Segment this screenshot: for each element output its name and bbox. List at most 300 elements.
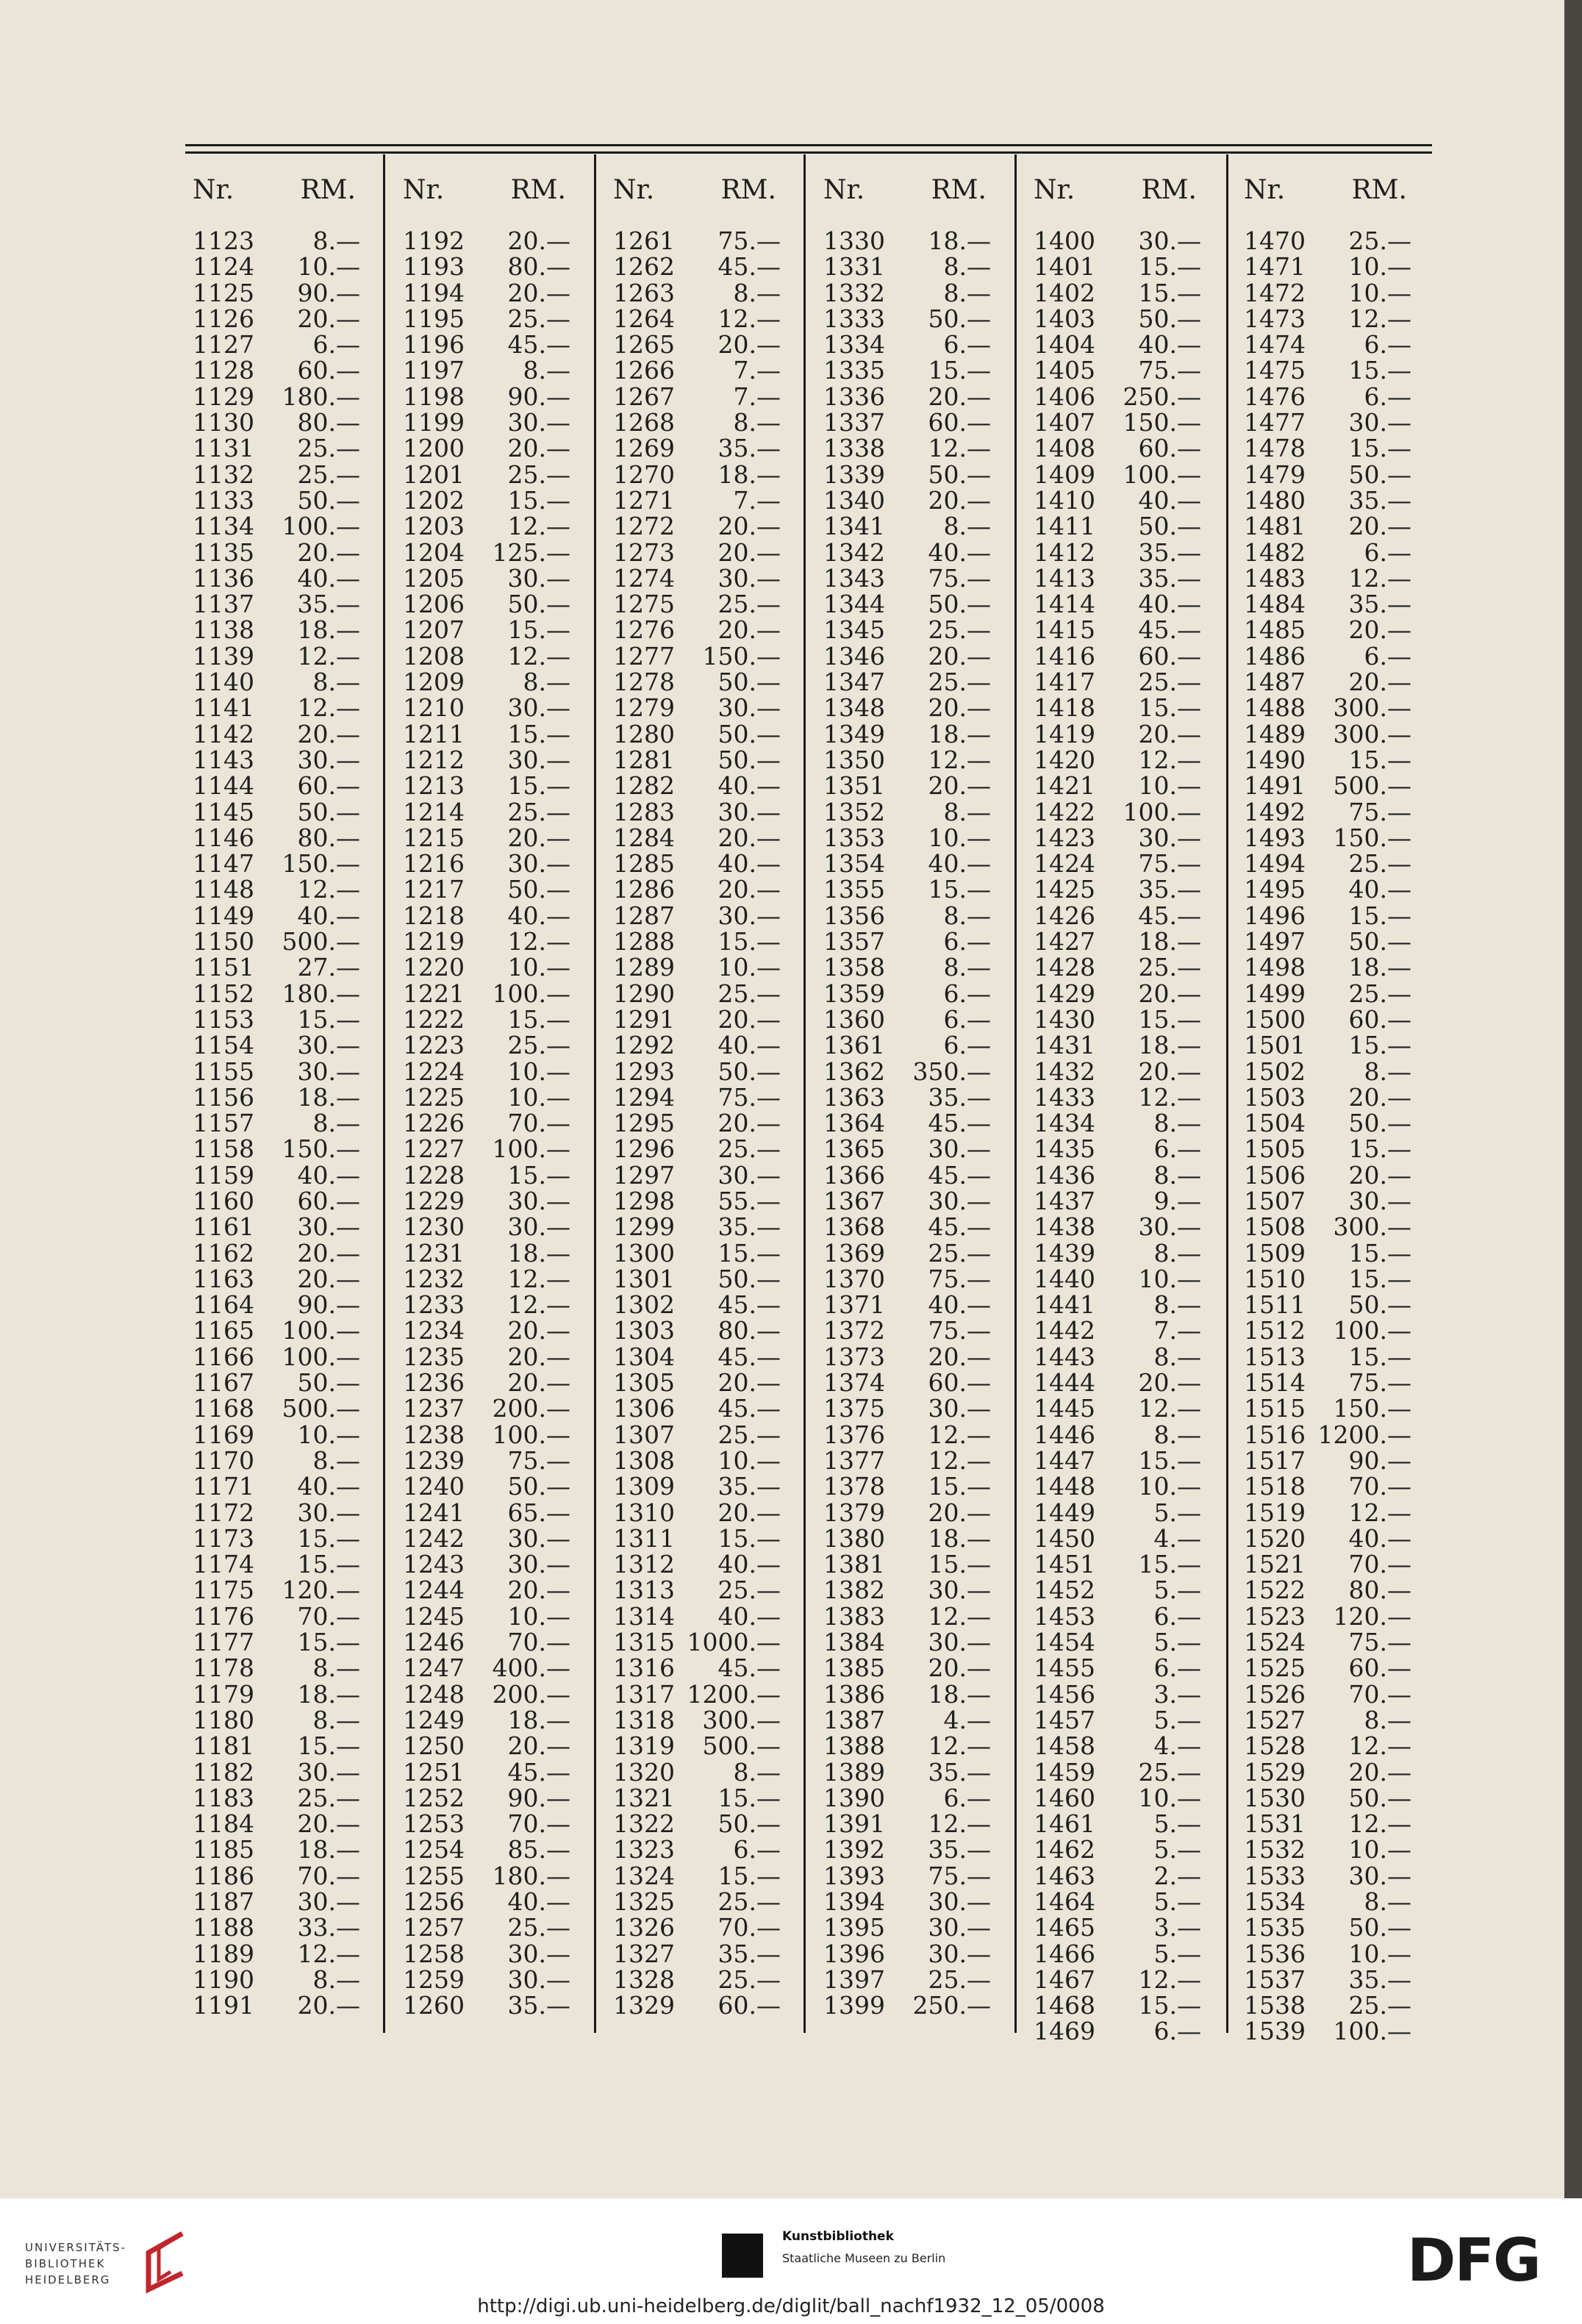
table-row bbox=[1236, 252, 1441, 282]
lot-number: 1404 bbox=[1034, 330, 1095, 360]
table-row bbox=[816, 1214, 1020, 1240]
lot-number: 1134 bbox=[193, 512, 254, 541]
lot-number: 1381 bbox=[823, 1550, 885, 1579]
price-rm: 35.— bbox=[297, 590, 360, 619]
lot-number: 1314 bbox=[613, 1601, 675, 1631]
price-rm: 50.— bbox=[717, 668, 781, 697]
lot-number: 1209 bbox=[403, 668, 465, 697]
column-header bbox=[816, 169, 1020, 213]
price-rm: 90.— bbox=[297, 1290, 360, 1320]
table-row bbox=[606, 357, 810, 383]
lot-number: 1196 bbox=[403, 330, 465, 360]
lot-number: 1405 bbox=[1034, 356, 1095, 385]
lot-number: 1175 bbox=[193, 1576, 254, 1605]
price-rm: 20.— bbox=[717, 875, 781, 904]
lot-number: 1356 bbox=[823, 901, 885, 930]
lot-number: 1440 bbox=[1034, 1264, 1095, 1293]
price-rm: 75.— bbox=[1138, 849, 1201, 879]
price-rm: 15.— bbox=[507, 615, 570, 645]
lot-number: 1202 bbox=[403, 485, 465, 515]
lot-number: 1386 bbox=[823, 1679, 885, 1709]
price-rm: 20.— bbox=[928, 382, 991, 411]
lot-number: 1522 bbox=[1244, 1576, 1306, 1605]
lot-number: 1217 bbox=[403, 875, 465, 904]
price-rm: 30.— bbox=[297, 745, 360, 774]
price-rm: 100.— bbox=[492, 979, 570, 1008]
lot-number: 1338 bbox=[823, 434, 885, 463]
table-row bbox=[606, 591, 810, 617]
table-row bbox=[1026, 252, 1231, 282]
header-rm: RM. bbox=[931, 175, 987, 205]
price-rm: 25.— bbox=[1348, 1991, 1411, 2020]
lot-number: 1349 bbox=[823, 719, 885, 748]
lot-number: 1373 bbox=[823, 1342, 885, 1371]
lot-number: 1154 bbox=[193, 1031, 254, 1060]
table-row bbox=[1236, 617, 1441, 643]
price-rm: 10.— bbox=[1348, 1939, 1411, 1968]
price-rm: 12.— bbox=[1138, 1082, 1201, 1112]
lot-number: 1368 bbox=[823, 1212, 885, 1242]
table-row bbox=[396, 1759, 600, 1785]
table-row bbox=[185, 1188, 390, 1214]
table-row bbox=[1236, 1188, 1441, 1214]
lot-number: 1390 bbox=[823, 1783, 885, 1812]
price-rm: 50.— bbox=[717, 719, 781, 748]
lot-number: 1507 bbox=[1244, 1186, 1306, 1215]
table-row bbox=[185, 1655, 390, 1681]
price-rm: 15.— bbox=[1348, 1264, 1411, 1293]
lot-number: 1483 bbox=[1244, 563, 1306, 593]
price-rm: 10.— bbox=[717, 953, 781, 982]
table-row bbox=[1026, 1551, 1231, 1577]
price-rm: 1200.— bbox=[1317, 1420, 1411, 1449]
lot-number: 1313 bbox=[613, 1576, 675, 1605]
price-rm: 8.— bbox=[1153, 1109, 1201, 1138]
lot-number: 1462 bbox=[1034, 1835, 1095, 1864]
lot-number: 1251 bbox=[403, 1757, 465, 1787]
lot-number: 1410 bbox=[1034, 485, 1095, 515]
price-rm: 50.— bbox=[717, 1809, 781, 1839]
price-rm: 25.— bbox=[928, 1238, 991, 1268]
lot-number: 1442 bbox=[1034, 1316, 1095, 1345]
price-rm: 5.— bbox=[1153, 1887, 1201, 1916]
table-row bbox=[816, 771, 1020, 801]
price-rm: 5.— bbox=[1153, 1809, 1201, 1839]
table-row bbox=[396, 565, 600, 591]
lot-number: 1432 bbox=[1034, 1056, 1095, 1086]
price-rm: 15.— bbox=[717, 1238, 781, 1268]
lot-number: 1172 bbox=[193, 1498, 254, 1527]
lot-number: 1273 bbox=[613, 537, 675, 567]
lot-number: 1187 bbox=[193, 1887, 254, 1916]
price-rm: 25.— bbox=[297, 460, 360, 489]
lot-number: 1531 bbox=[1244, 1809, 1306, 1839]
table-row bbox=[606, 410, 810, 435]
table-row bbox=[185, 330, 390, 360]
price-rm: 25.— bbox=[717, 1576, 781, 1605]
table-row bbox=[606, 1317, 810, 1343]
lot-number: 1186 bbox=[193, 1861, 254, 1890]
table-row bbox=[816, 1162, 1020, 1188]
lot-number: 1402 bbox=[1034, 278, 1095, 307]
price-rm: 15.— bbox=[717, 927, 781, 957]
price-rm: 20.— bbox=[297, 1991, 360, 2020]
lot-number: 1264 bbox=[613, 304, 675, 333]
table-row bbox=[396, 591, 600, 617]
price-rm: 250.— bbox=[912, 1991, 991, 2020]
table-row bbox=[1026, 1523, 1231, 1553]
lot-number: 1204 bbox=[403, 537, 465, 567]
kunstbibliothek-logo-icon[interactable] bbox=[722, 2234, 763, 2278]
price-rm: 35.— bbox=[928, 1082, 991, 1112]
lot-number: 1384 bbox=[823, 1628, 885, 1657]
lot-number: 1292 bbox=[613, 1031, 675, 1060]
price-rm: 25.— bbox=[1348, 979, 1411, 1008]
table-row bbox=[1236, 954, 1441, 980]
page-url[interactable]: http://digi.ub.uni-heidelberg.de/diglit/ball_nachf1932_12_05/0008 bbox=[477, 2295, 1105, 2317]
table-row bbox=[1236, 799, 1441, 825]
price-rm: 30.— bbox=[507, 849, 570, 879]
lot-number: 1376 bbox=[823, 1420, 885, 1449]
table-row bbox=[1236, 280, 1441, 306]
price-column-5 bbox=[1026, 169, 1231, 2046]
lot-number: 1171 bbox=[193, 1472, 254, 1501]
price-rm: 12.— bbox=[928, 1420, 991, 1449]
price-rm: 6.— bbox=[733, 1835, 781, 1864]
lot-number: 1391 bbox=[823, 1809, 885, 1839]
price-rm: 2.— bbox=[1153, 1861, 1201, 1890]
table-row bbox=[816, 721, 1020, 747]
table-row bbox=[1026, 1473, 1231, 1499]
lot-number: 1434 bbox=[1034, 1109, 1095, 1138]
price-rm: 20.— bbox=[507, 1342, 570, 1371]
price-rm: 10.— bbox=[297, 252, 360, 282]
table-row bbox=[606, 1266, 810, 1292]
table-row bbox=[1236, 1290, 1441, 1320]
lot-number: 1158 bbox=[193, 1134, 254, 1164]
lot-number: 1147 bbox=[193, 849, 254, 879]
table-row bbox=[1026, 357, 1231, 383]
table-row bbox=[816, 1681, 1020, 1707]
table-row bbox=[816, 903, 1020, 929]
price-rm: 40.— bbox=[1348, 875, 1411, 904]
lot-number: 1205 bbox=[403, 563, 465, 593]
lot-number: 1371 bbox=[823, 1290, 885, 1320]
table-row bbox=[185, 306, 390, 332]
price-rm: 33.— bbox=[297, 1913, 360, 1942]
lot-number: 1249 bbox=[403, 1705, 465, 1734]
lot-number: 1281 bbox=[613, 745, 675, 774]
price-rm: 30.— bbox=[507, 1186, 570, 1215]
price-column-6 bbox=[1236, 169, 1441, 2046]
table-row bbox=[1026, 1992, 1231, 2018]
price-rm: 40.— bbox=[717, 849, 781, 879]
lot-number: 1339 bbox=[823, 460, 885, 489]
lot-number: 1182 bbox=[193, 1757, 254, 1787]
lot-number: 1232 bbox=[403, 1264, 465, 1293]
lot-number: 1153 bbox=[193, 1004, 254, 1034]
price-rm: 20.— bbox=[928, 771, 991, 801]
lot-number: 1428 bbox=[1034, 953, 1095, 982]
table-row bbox=[185, 1603, 390, 1629]
table-row bbox=[185, 384, 390, 410]
lot-number: 1335 bbox=[823, 356, 885, 385]
price-rm: 85.— bbox=[507, 1835, 570, 1864]
table-row bbox=[1026, 2018, 1231, 2044]
price-rm: 7.— bbox=[733, 485, 781, 515]
lot-number: 1224 bbox=[403, 1056, 465, 1086]
table-row bbox=[816, 747, 1020, 773]
lot-number: 1181 bbox=[193, 1731, 254, 1761]
table-row bbox=[1026, 1759, 1231, 1785]
table-row bbox=[606, 617, 810, 643]
price-rm: 70.— bbox=[1348, 1550, 1411, 1579]
price-rm: 30.— bbox=[717, 797, 781, 826]
table-row bbox=[606, 1733, 810, 1759]
price-rm: 25.— bbox=[928, 615, 991, 645]
table-row bbox=[396, 1811, 600, 1837]
lot-number: 1156 bbox=[193, 1082, 254, 1112]
price-rm: 30.— bbox=[1138, 226, 1201, 255]
price-rm: 30.— bbox=[507, 1939, 570, 1968]
table-row bbox=[1026, 228, 1231, 254]
dfg-logo[interactable]: DFG bbox=[1407, 2226, 1540, 2295]
price-rm: 18.— bbox=[717, 460, 781, 489]
table-row bbox=[816, 435, 1020, 461]
table-row bbox=[816, 617, 1020, 643]
lot-number: 1321 bbox=[613, 1783, 675, 1812]
price-rm: 12.— bbox=[928, 1809, 991, 1839]
lot-number: 1296 bbox=[613, 1134, 675, 1164]
price-rm: 6.— bbox=[1153, 2017, 1201, 2046]
lot-number: 1377 bbox=[823, 1445, 885, 1475]
table-row bbox=[1236, 1110, 1441, 1136]
table-row bbox=[1236, 1811, 1441, 1837]
price-rm: 150.— bbox=[282, 849, 360, 879]
price-rm: 25.— bbox=[507, 797, 570, 826]
lot-number: 1467 bbox=[1034, 1964, 1095, 1994]
price-rm: 35.— bbox=[1348, 590, 1411, 619]
price-rm: 8.— bbox=[1153, 1420, 1201, 1449]
table-row bbox=[396, 435, 600, 461]
price-rm: 12.— bbox=[928, 1601, 991, 1631]
lot-number: 1408 bbox=[1034, 434, 1095, 463]
table-row bbox=[606, 306, 810, 332]
table-row bbox=[606, 1084, 810, 1110]
table-row bbox=[1026, 721, 1231, 747]
lot-number: 1326 bbox=[613, 1913, 675, 1942]
price-rm: 15.— bbox=[1138, 1991, 1201, 2020]
lot-number: 1461 bbox=[1034, 1809, 1095, 1839]
price-rm: 90.— bbox=[1348, 1445, 1411, 1475]
lot-number: 1213 bbox=[403, 771, 465, 801]
table-row bbox=[606, 1110, 810, 1136]
lot-number: 1207 bbox=[403, 615, 465, 645]
price-rm: 20.— bbox=[297, 1264, 360, 1293]
price-rm: 6.— bbox=[1364, 641, 1411, 671]
table-row bbox=[1026, 537, 1231, 567]
price-rm: 12.— bbox=[297, 875, 360, 904]
table-row bbox=[1236, 1344, 1441, 1370]
lot-number: 1151 bbox=[193, 953, 254, 982]
price-rm: 15.— bbox=[297, 1523, 360, 1553]
header-rm: RM. bbox=[720, 175, 776, 205]
lot-number: 1451 bbox=[1034, 1550, 1095, 1579]
lot-number: 1504 bbox=[1244, 1109, 1306, 1138]
lot-number: 1146 bbox=[193, 823, 254, 852]
lot-number: 1457 bbox=[1034, 1705, 1095, 1734]
table-row bbox=[1026, 1290, 1231, 1320]
price-rm: 30.— bbox=[928, 1939, 991, 1968]
lot-number: 1221 bbox=[403, 979, 465, 1008]
price-rm: 20.— bbox=[507, 1576, 570, 1605]
lot-number: 1170 bbox=[193, 1445, 254, 1475]
price-rm: 10.— bbox=[717, 1445, 781, 1475]
table-row bbox=[816, 252, 1020, 282]
lot-number: 1216 bbox=[403, 849, 465, 879]
lot-number: 1290 bbox=[613, 979, 675, 1008]
table-row bbox=[1236, 1317, 1441, 1343]
price-rm: 30.— bbox=[507, 745, 570, 774]
price-rm: 5.— bbox=[1153, 1498, 1201, 1527]
table-row bbox=[1236, 591, 1441, 617]
price-rm: 90.— bbox=[507, 1783, 570, 1812]
lot-number: 1287 bbox=[613, 901, 675, 930]
price-rm: 20.— bbox=[717, 537, 781, 567]
price-rm: 60.— bbox=[717, 1991, 781, 2020]
lot-number: 1490 bbox=[1244, 745, 1306, 774]
price-rm: 8.— bbox=[312, 1109, 360, 1138]
lot-number: 1332 bbox=[823, 278, 885, 307]
price-rm: 18.— bbox=[507, 1705, 570, 1734]
price-rm: 6.— bbox=[1153, 1601, 1201, 1631]
table-row bbox=[1236, 747, 1441, 773]
price-rm: 12.— bbox=[928, 745, 991, 774]
table-row bbox=[1026, 617, 1231, 643]
price-rm: 70.— bbox=[717, 1913, 781, 1942]
table-row bbox=[606, 1004, 810, 1034]
lot-number: 1250 bbox=[403, 1731, 465, 1761]
price-rm: 12.— bbox=[1138, 1394, 1201, 1423]
price-rm: 15.— bbox=[1138, 1445, 1201, 1475]
price-rm: 7.— bbox=[1153, 1316, 1201, 1345]
lot-number: 1265 bbox=[613, 330, 675, 360]
table-row bbox=[396, 1032, 600, 1058]
lot-number: 1334 bbox=[823, 330, 885, 360]
price-rm: 15.— bbox=[1348, 1342, 1411, 1371]
lot-number: 1280 bbox=[613, 719, 675, 748]
university-library-logo-text[interactable] bbox=[25, 2239, 126, 2288]
lot-number: 1200 bbox=[403, 434, 465, 463]
price-rm: 50.— bbox=[297, 1368, 360, 1398]
price-rm: 30.— bbox=[507, 693, 570, 723]
lot-number: 1190 bbox=[193, 1964, 254, 1994]
table-row bbox=[396, 330, 600, 360]
price-rm: 8.— bbox=[1364, 1887, 1411, 1916]
table-row bbox=[816, 876, 1020, 902]
price-rm: 150.— bbox=[1333, 1394, 1411, 1423]
price-rm: 20.— bbox=[507, 434, 570, 463]
column-header bbox=[396, 169, 600, 213]
table-row bbox=[185, 1084, 390, 1110]
price-rm: 50.— bbox=[928, 460, 991, 489]
lot-number: 1486 bbox=[1244, 641, 1306, 671]
price-rm: 15.— bbox=[1348, 745, 1411, 774]
lot-number: 1431 bbox=[1034, 1031, 1095, 1060]
lot-number: 1532 bbox=[1244, 1835, 1306, 1864]
price-rm: 9.— bbox=[1153, 1186, 1201, 1215]
lot-number: 1354 bbox=[823, 849, 885, 879]
header-nr: Nr. bbox=[823, 175, 865, 205]
price-rm: 6.— bbox=[943, 1783, 991, 1812]
table-row bbox=[1236, 1084, 1441, 1110]
price-rm: 60.— bbox=[1348, 1004, 1411, 1034]
table-row bbox=[1236, 1395, 1441, 1421]
lot-number: 1211 bbox=[403, 719, 465, 748]
price-rm: 40.— bbox=[717, 1550, 781, 1579]
lot-number: 1285 bbox=[613, 849, 675, 879]
table-row bbox=[1236, 1914, 1441, 1940]
price-rm: 25.— bbox=[1348, 226, 1411, 255]
table-row bbox=[185, 280, 390, 306]
price-rm: 20.— bbox=[297, 1809, 360, 1839]
lot-number: 1185 bbox=[193, 1835, 254, 1864]
table-row bbox=[816, 1084, 1020, 1110]
price-rm: 12.— bbox=[297, 641, 360, 671]
lot-number: 1316 bbox=[613, 1653, 675, 1683]
price-rm: 6.— bbox=[943, 979, 991, 1008]
lot-number: 1308 bbox=[613, 1445, 675, 1475]
price-rm: 6.— bbox=[943, 330, 991, 360]
price-rm: 15.— bbox=[717, 1523, 781, 1553]
price-rm: 8.— bbox=[1364, 1056, 1411, 1086]
table-row bbox=[606, 799, 810, 825]
lot-number: 1489 bbox=[1244, 719, 1306, 748]
lot-number: 1364 bbox=[823, 1109, 885, 1138]
price-rm: 25.— bbox=[1138, 668, 1201, 697]
table-row bbox=[1026, 1811, 1231, 1837]
top-rule-double bbox=[185, 151, 1432, 154]
lot-number: 1291 bbox=[613, 1004, 675, 1034]
table-row bbox=[1236, 1629, 1441, 1655]
header-nr: Nr. bbox=[1244, 175, 1286, 205]
table-row bbox=[396, 617, 600, 643]
table-row bbox=[396, 825, 600, 851]
lot-number: 1497 bbox=[1244, 927, 1306, 957]
lot-number: 1180 bbox=[193, 1705, 254, 1734]
price-rm: 6.— bbox=[1364, 537, 1411, 567]
price-rm: 20.— bbox=[1138, 719, 1201, 748]
price-rm: 180.— bbox=[282, 382, 360, 411]
table-row bbox=[1236, 2018, 1441, 2044]
table-row bbox=[816, 1290, 1020, 1320]
table-row bbox=[816, 1445, 1020, 1475]
price-rm: 8.— bbox=[312, 668, 360, 697]
price-rm: 25.— bbox=[717, 590, 781, 619]
table-row bbox=[396, 747, 600, 773]
lot-number: 1278 bbox=[613, 668, 675, 697]
price-rm: 75.— bbox=[1138, 356, 1201, 385]
lot-number: 1365 bbox=[823, 1134, 885, 1164]
price-rm: 25.— bbox=[1138, 1757, 1201, 1787]
table-row bbox=[816, 1368, 1020, 1398]
table-row bbox=[185, 1395, 390, 1421]
table-row bbox=[396, 1344, 600, 1370]
lot-number: 1133 bbox=[193, 485, 254, 515]
lot-number: 1438 bbox=[1034, 1212, 1095, 1242]
table-row bbox=[1236, 487, 1441, 513]
table-row bbox=[396, 1603, 600, 1629]
